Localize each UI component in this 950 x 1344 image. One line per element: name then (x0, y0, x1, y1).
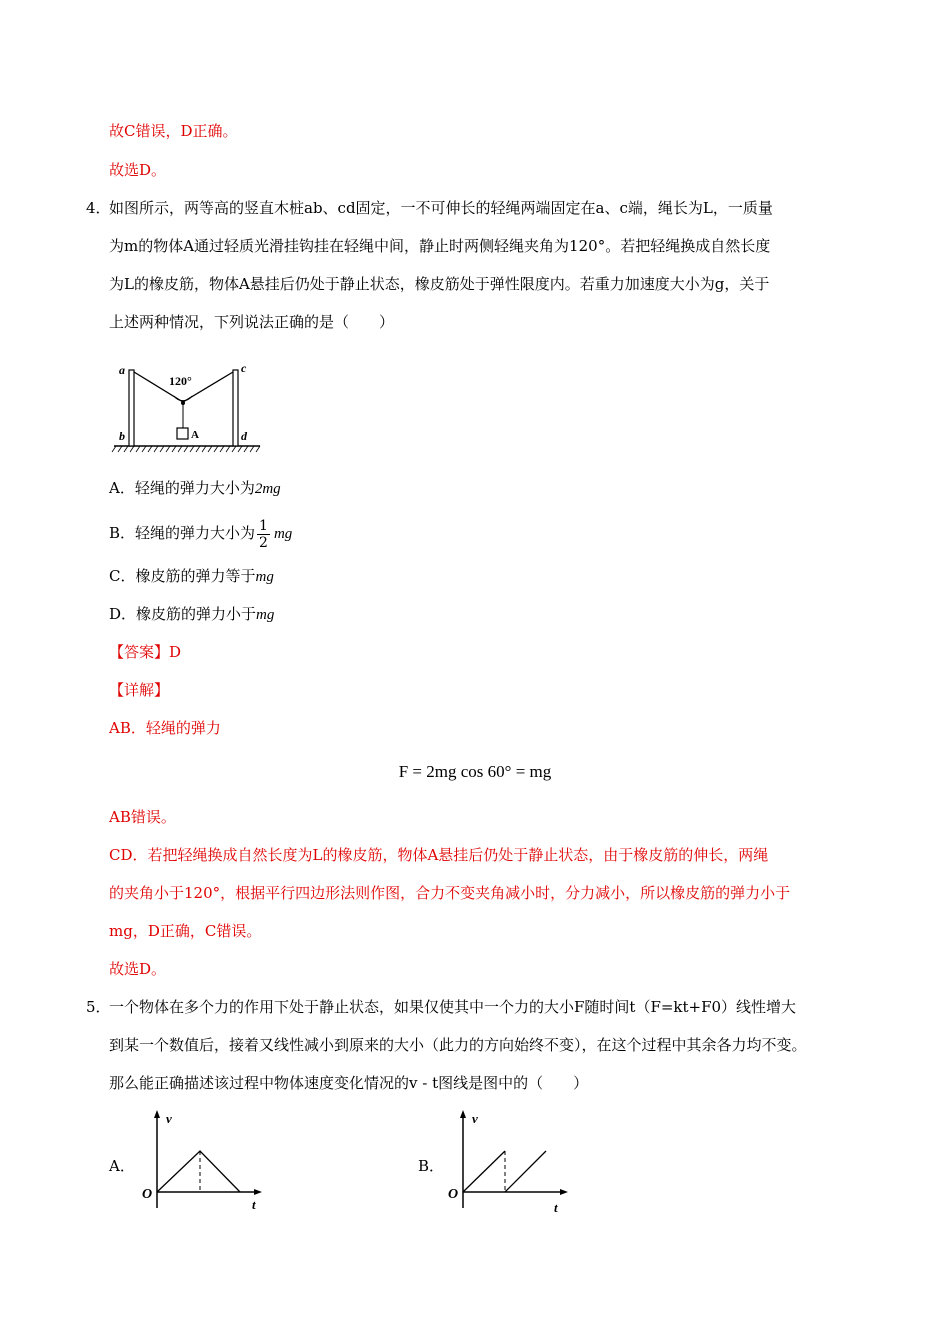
q4-option-b (109, 513, 292, 554)
prev-answer-line: 故C错误，D正确。 (109, 122, 238, 140)
q5-stem-line2: 到某一个数值后，接着又线性减小到原来的大小（此力的方向始终不变），在这个过程中其余各力均不变。 (109, 1036, 807, 1054)
post-cd (233, 370, 238, 446)
q4-stem-line2: 为m的物体A通过轻质光滑挂钩挂在轻绳中间，静止时两侧轻绳夹角为120°。若把轻绳换成自然长度 (109, 237, 771, 255)
label-d: d (241, 429, 247, 443)
q5-graph-a (140, 1108, 270, 1220)
option-d-value: mg (256, 607, 275, 623)
option-a-value: 2mg (254, 481, 281, 497)
q4-figure (112, 360, 262, 460)
v-axis-arrow (460, 1110, 466, 1118)
t-label: t (252, 1197, 256, 1212)
mass-label: A (191, 429, 199, 441)
q4-option-c (109, 566, 274, 587)
fraction-one-half (257, 518, 270, 551)
fraction-denominator: 2 (259, 534, 268, 551)
option-a-text: A．轻绳的弹力大小为 (109, 479, 255, 497)
q5-number: 5． (86, 998, 111, 1016)
q4-cd-line2: 的夹角小于120°，根据平行四边形法则作图，合力不变夹角减小时，分力减小，所以橡皮筋的弹力小于 (109, 884, 791, 902)
angle-label: 120° (169, 374, 192, 388)
q4-ab-intro: AB．轻绳的弹力 (109, 719, 221, 737)
q4-stem-line1: 如图所示，两等高的竖直木桩ab、cd固定，一不可伸长的轻绳两端固定在a、c端，绳长为L，一质量 (109, 199, 773, 217)
q4-stem-line3: 为L的橡皮筋，物体A悬挂后仍处于静止状态，橡皮筋处于弹性限度内。若重力加速度大小为g，关于 (109, 275, 770, 293)
option-d-text: D．橡皮筋的弹力小于 (109, 605, 257, 623)
graph-b-segment2 (505, 1151, 546, 1192)
v-axis-arrow (154, 1110, 160, 1118)
q4-equation: F = 2mg cos 60° = mg (398, 762, 552, 781)
q4-option-a (109, 478, 281, 499)
q5-stem-line3: 那么能正确描述该过程中物体速度变化情况的v - t图线是图中的（ ） (109, 1074, 589, 1092)
prev-conclusion: 故选D。 (109, 161, 167, 179)
q5-option-b-label: B． (418, 1157, 445, 1175)
q5-option-a-label: A． (109, 1157, 135, 1175)
label-c: c (241, 361, 247, 375)
q4-cd-line3: mg，D正确，C错误。 (109, 922, 262, 940)
q4-cd-line1: CD．若把轻绳换成自然长度为L的橡皮筋，物体A悬挂后仍处于静止状态，由于橡皮筋的伸长，两绳 (109, 846, 769, 864)
q5-stem-line1: 一个物体在多个力的作用下处于静止状态，如果仅使其中一个力的大小F随时间t（F=kt+F0）线性增大 (109, 998, 797, 1016)
t-axis-arrow (560, 1189, 568, 1195)
q4-answer: 【答案】D (109, 643, 182, 661)
v-label: v (166, 1111, 172, 1126)
option-b-value: mg (273, 526, 293, 542)
q4-option-d (109, 604, 274, 625)
q5-graph-b (446, 1108, 576, 1220)
q4-detail-label: 【详解】 (109, 681, 170, 699)
q4-stem-line4: 上述两种情况，下列说法正确的是（ ） (109, 313, 395, 331)
q4-number: 4． (86, 199, 111, 217)
ground-hatch (112, 446, 260, 452)
q4-conclusion: 故选D。 (109, 960, 167, 978)
graph-a-line (157, 1151, 240, 1192)
option-c-text: C．橡皮筋的弹力等于 (109, 567, 256, 585)
angle-arc (174, 396, 192, 401)
option-b-text: B．轻绳的弹力大小为 (109, 524, 256, 542)
q4-ab-wrong: AB错误。 (109, 808, 176, 826)
t-axis-arrow (254, 1189, 262, 1195)
mass-a-box (177, 428, 188, 439)
post-ab (129, 370, 134, 446)
origin-label: O (448, 1187, 459, 1202)
label-b: b (119, 429, 125, 443)
label-a: a (119, 363, 125, 377)
option-c-value: mg (255, 569, 274, 585)
t-label: t (554, 1200, 558, 1215)
v-label: v (472, 1111, 478, 1126)
graph-b-segment1 (463, 1151, 505, 1192)
origin-label: O (142, 1187, 153, 1202)
fraction-numerator: 1 (259, 517, 268, 534)
